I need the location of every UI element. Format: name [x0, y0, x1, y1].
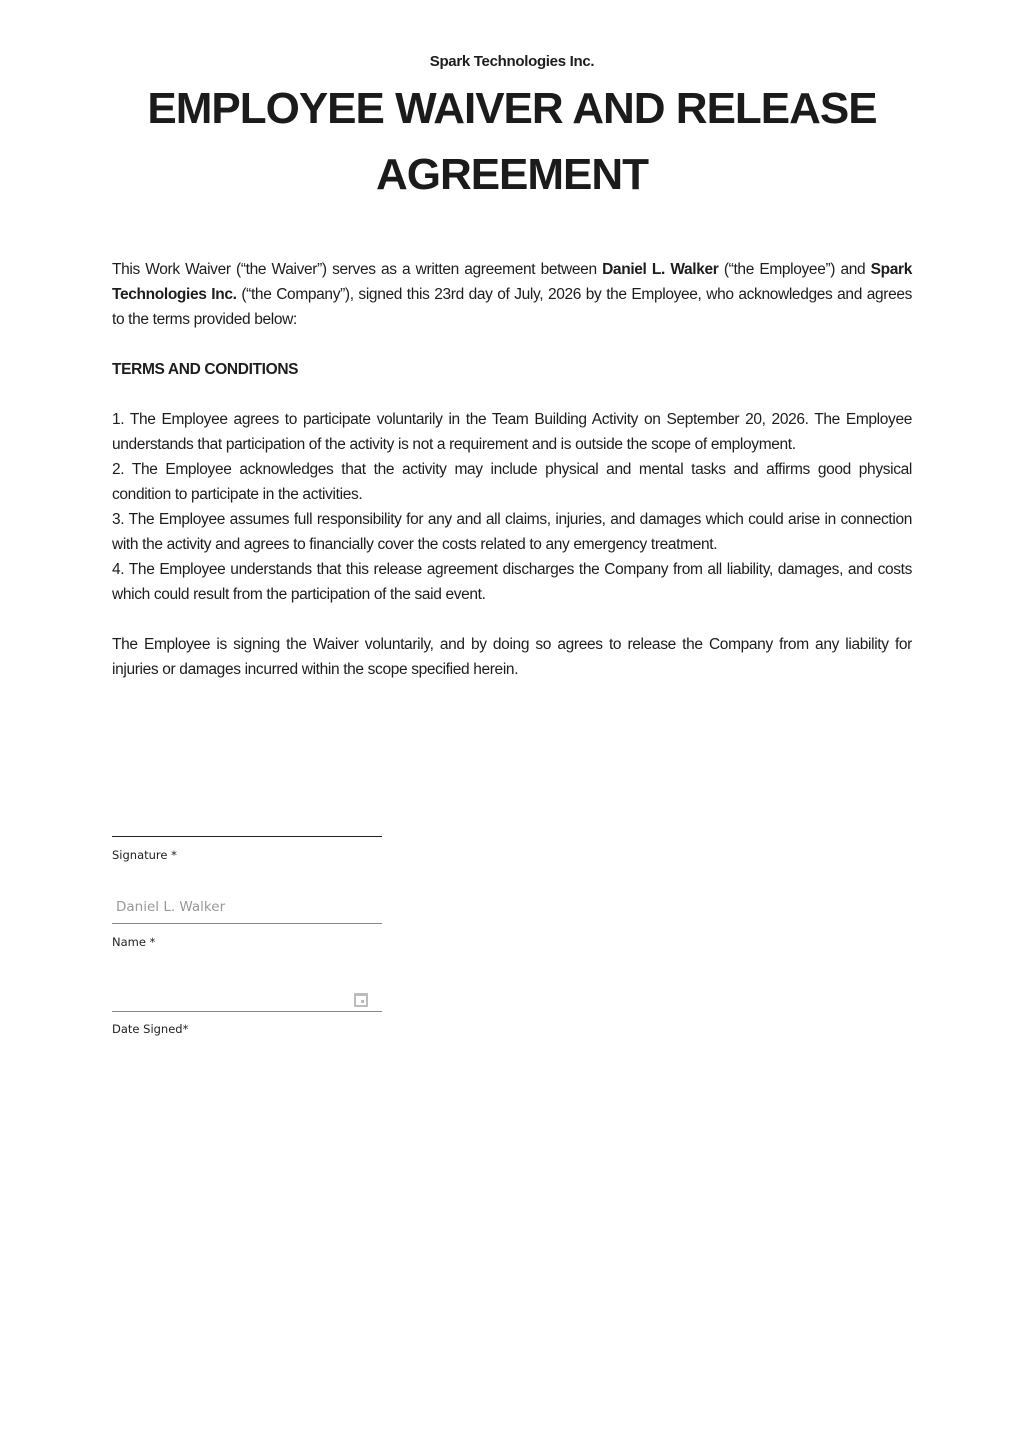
intro-text: This Work Waiver (“the Waiver”) serves as a written agreement between	[112, 261, 603, 278]
signature-line[interactable]	[112, 836, 382, 837]
term-item: 1. The Employee agrees to participate voluntarily in the Team Building Activity on September 20, 2026. The Employee understands that participation of the activity is not a requirement and is outside the scope of employment.	[112, 411, 912, 453]
term-item: 3. The Employee assumes full responsibility for any and all claims, injuries, and damages which could arise in connection with the activity and agrees to financially cover the costs related to any emergency treatment.	[112, 511, 912, 553]
name-input[interactable]: Daniel L. Walker	[116, 899, 226, 915]
name-label: Name *	[112, 935, 156, 949]
intro-paragraph	[112, 257, 912, 332]
name-underline	[112, 923, 382, 924]
closing-paragraph: The Employee is signing the Waiver voluntarily, and by doing so agrees to release the Company from any liability for injuries or damages incurred within the scope specified herein.	[112, 636, 912, 678]
name-field[interactable]	[112, 896, 382, 949]
term-item: 2. The Employee acknowledges that the activity may include physical and mental tasks and affirms good physical condition to participate in the activities.	[112, 461, 912, 503]
title-line-1: EMPLOYEE WAIVER AND RELEASE	[147, 84, 877, 133]
date-underline[interactable]	[112, 1011, 382, 1012]
term-item: 4. The Employee understands that this release agreement discharges the Company from all liability, damages, and costs which could result from the participation of the said event.	[112, 561, 912, 603]
intro-text: (“the Company”), signed this 23rd day of July, 2026 by the Employee, who acknowledges and agrees to the terms provided below:	[112, 286, 913, 328]
calendar-icon[interactable]	[354, 993, 368, 1007]
intro-text: (“the Employee”) and	[718, 261, 871, 278]
date-signed-field[interactable]	[112, 1011, 382, 1036]
employee-name: Daniel L. Walker	[602, 261, 719, 278]
signature-field[interactable]	[112, 836, 382, 862]
document-body	[112, 257, 912, 682]
title-line-2: AGREEMENT	[375, 150, 649, 199]
signature-label: Signature *	[112, 848, 177, 862]
company-name: Spark Technologies Inc.	[429, 53, 595, 70]
terms-heading: TERMS AND CONDITIONS	[112, 361, 299, 378]
document-title	[112, 76, 912, 208]
company-name-inline: Spark Technologies Inc.	[112, 261, 912, 303]
date-signed-label: Date Signed*	[112, 1022, 189, 1036]
